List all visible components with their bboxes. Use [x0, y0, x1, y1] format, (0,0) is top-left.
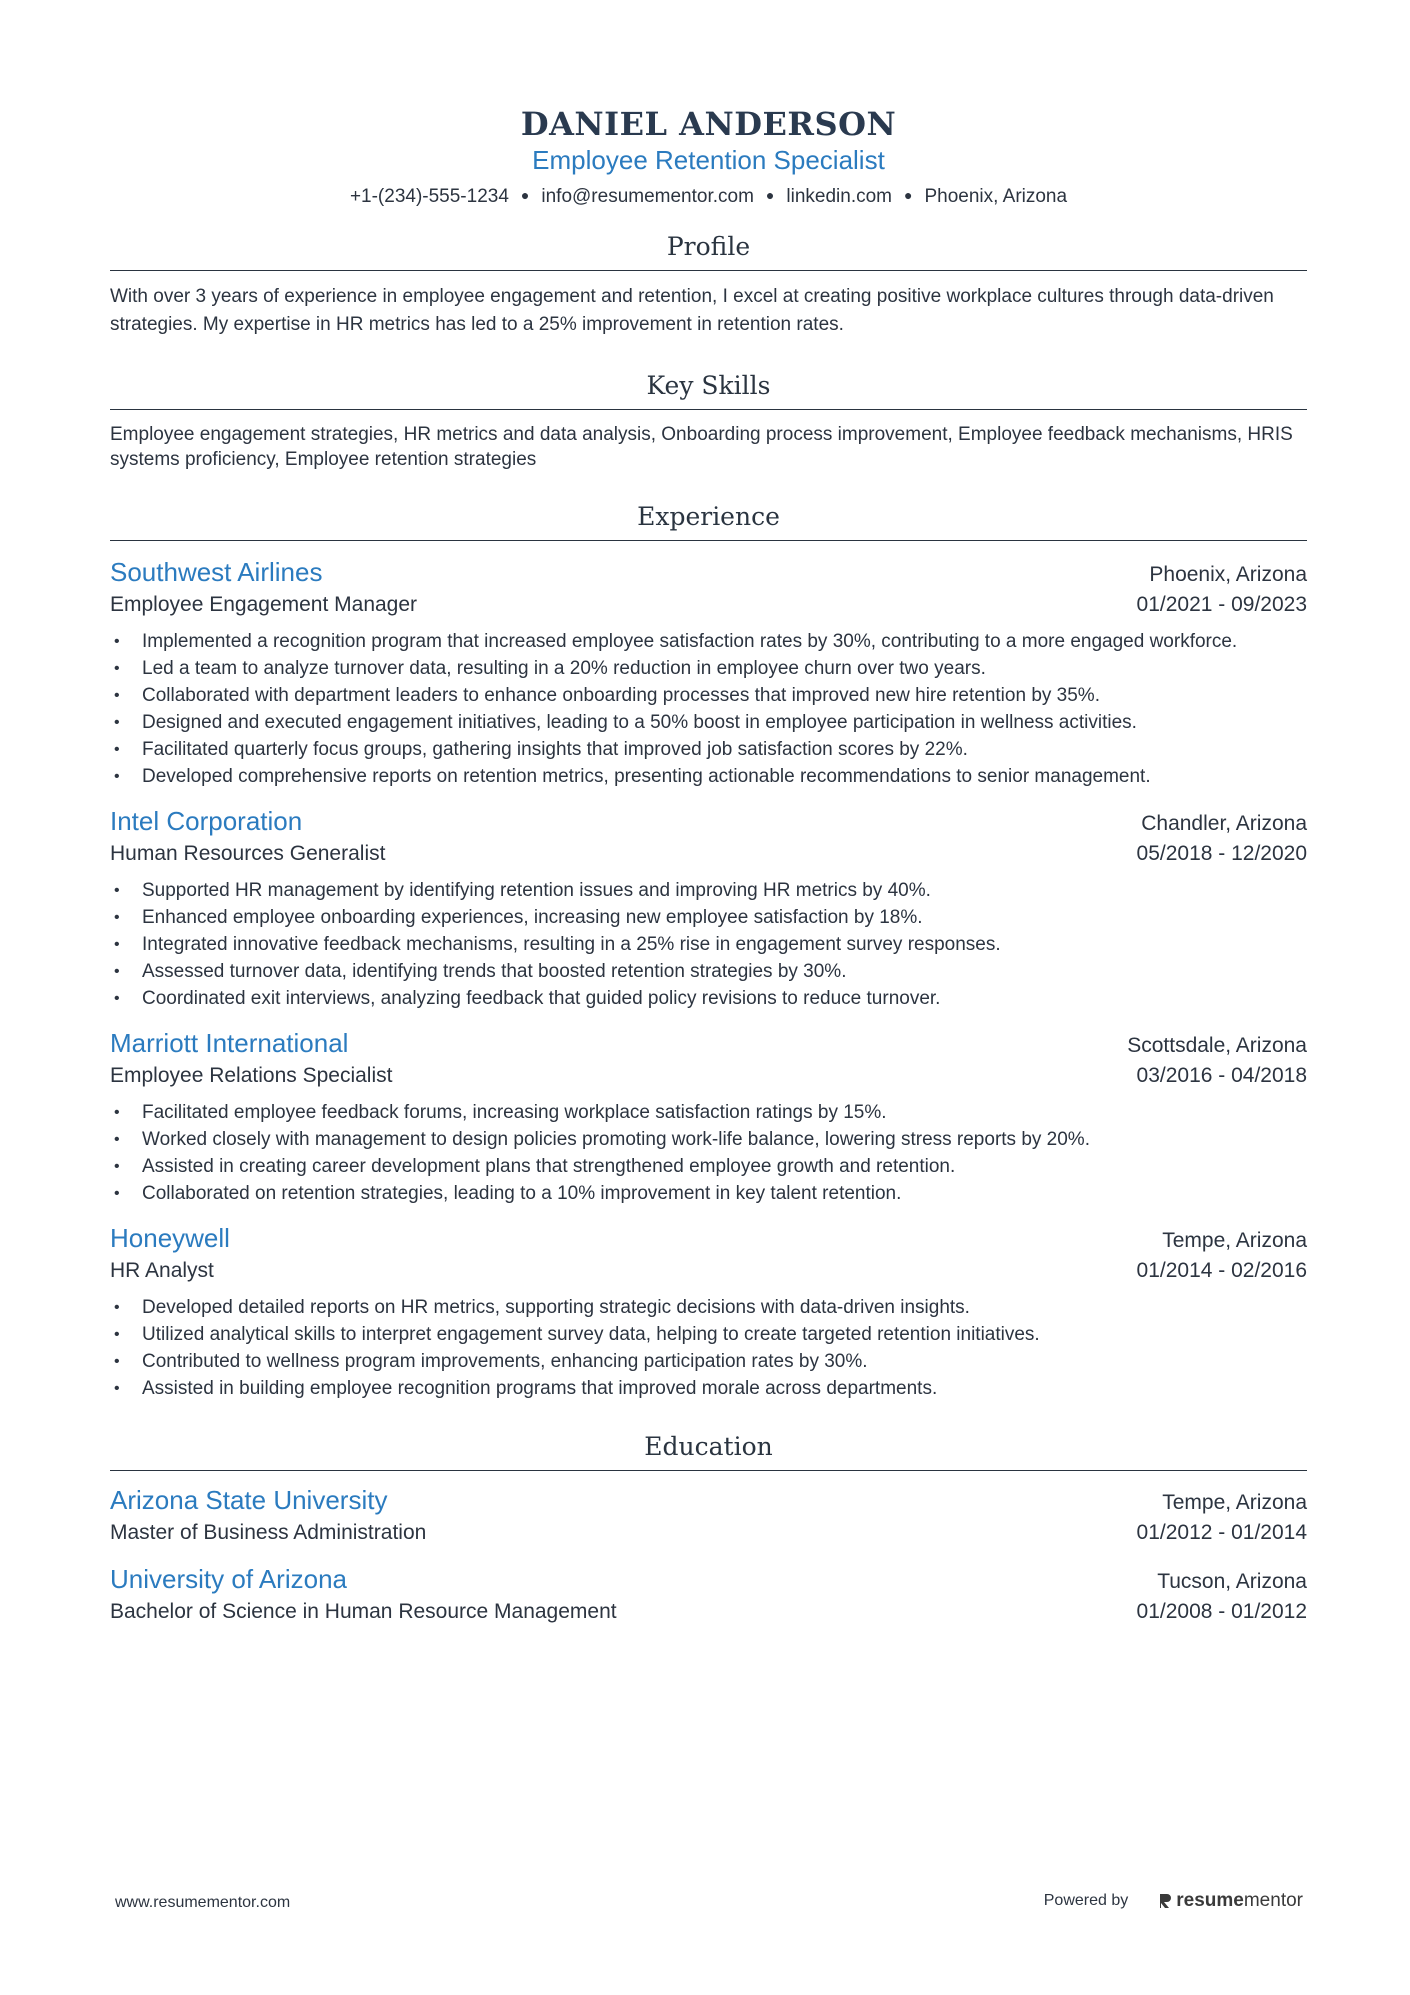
degree: Master of Business Administration — [110, 1521, 427, 1544]
contact-location: Phoenix, Arizona — [924, 186, 1068, 207]
job-bullet: • Developed comprehensive reports on retention metrics, presenting actionable recommendations to senior management. — [110, 763, 1307, 790]
job-bullet: • Developed detailed reports on HR metrics, supporting strategic decisions with data-driven insights. — [110, 1294, 1307, 1321]
footer-powered-by — [1044, 1890, 1303, 1912]
job-bullet: • Facilitated employee feedback forums, increasing workplace satisfaction ratings by 15%. — [110, 1099, 1307, 1126]
job-bullet: • Led a team to analyze turnover data, resulting in a 20% reduction in employee churn over two years. — [110, 655, 1307, 682]
job-bullets — [110, 1294, 1307, 1402]
school-name: University of Arizona — [110, 1564, 347, 1594]
education-entry — [110, 1562, 1307, 1627]
contact-separator: ● — [765, 187, 775, 203]
experience-entry — [110, 555, 1307, 790]
experience-entry — [110, 1221, 1307, 1402]
job-location: Scottsdale, Arizona — [1127, 1034, 1307, 1057]
education-list — [110, 1483, 1307, 1627]
resume-page — [110, 0, 1307, 1627]
experience-list — [110, 555, 1307, 1402]
section-heading-skills: Key Skills — [110, 369, 1307, 410]
education-subheader — [110, 1518, 1307, 1548]
profile-section — [110, 230, 1307, 339]
job-bullet: • Designed and executed engagement initiatives, leading to a 50% boost in employee participation in wellness activities. — [110, 709, 1307, 736]
job-role: Employee Engagement Manager — [110, 593, 418, 616]
candidate-title: Employee Retention Specialist — [532, 145, 885, 175]
profile-text: With over 3 years of experience in employee engagement and retention, I excel at creating positive workplace cultures through data-driven strategies. My expertise in HR metrics has led to a 25% improvement in retention rates. — [110, 286, 1274, 335]
skills-text: Employee engagement strategies, HR metrics and data analysis, Onboarding process improvement, Employee feedback mechanisms, HRIS systems proficiency, Employee retention strategies — [110, 424, 1293, 470]
job-bullet: • Facilitated quarterly focus groups, gathering insights that improved job satisfaction scores by 22%. — [110, 736, 1307, 763]
section-heading-education: Education — [110, 1430, 1307, 1471]
company-name: Southwest Airlines — [110, 557, 323, 587]
job-dates: 01/2021 - 09/2023 — [1136, 593, 1307, 616]
experience-section — [110, 500, 1307, 1402]
job-location: Phoenix, Arizona — [1149, 563, 1307, 586]
experience-entry — [110, 1026, 1307, 1207]
job-bullet: • Collaborated with department leaders to enhance onboarding processes that improved new hire retention by 35%. — [110, 682, 1307, 709]
job-bullet: • Coordinated exit interviews, analyzing feedback that guided policy revisions to reduce turnover. — [110, 985, 1307, 1012]
job-bullet: • Utilized analytical skills to interpret engagement survey data, helping to create targeted retention initiatives. — [110, 1321, 1307, 1348]
contact-separator: ● — [520, 187, 530, 203]
contact-separator: ● — [904, 187, 913, 203]
job-bullet: • Implemented a recognition program that increased employee satisfaction rates by 30%, contributing to a more engaged workforce. — [110, 628, 1307, 655]
degree: Bachelor of Science in Human Resource Management — [110, 1600, 617, 1623]
experience-entry — [110, 804, 1307, 1012]
experience-header — [110, 804, 1307, 839]
company-name: Intel Corporation — [110, 806, 303, 836]
brand-logo[interactable] — [1158, 1890, 1303, 1912]
job-role: Human Resources Generalist — [110, 842, 386, 865]
education-dates: 01/2008 - 01/2012 — [1136, 1600, 1307, 1623]
job-dates: 03/2016 - 04/2018 — [1136, 1064, 1307, 1087]
experience-header — [110, 1026, 1307, 1061]
school-name: Arizona State University — [110, 1485, 388, 1515]
school-location: Tucson, Arizona — [1157, 1570, 1307, 1593]
job-bullets — [110, 877, 1307, 1012]
experience-header — [110, 555, 1307, 590]
company-name: Honeywell — [110, 1223, 230, 1253]
education-section — [110, 1430, 1307, 1627]
brand-name-bold: resume — [1176, 1890, 1244, 1911]
job-dates: 05/2018 - 12/2020 — [1136, 842, 1307, 865]
job-bullets — [110, 628, 1307, 790]
footer-website[interactable]: www.resumementor.com — [115, 1894, 291, 1911]
experience-subheader — [110, 1256, 1307, 1286]
job-bullet: • Assisted in creating career development plans that strengthened employee growth and retention. — [110, 1153, 1307, 1180]
experience-header — [110, 1221, 1307, 1256]
resumementor-logo-icon — [1158, 1892, 1172, 1910]
brand-name-regular: mentor — [1243, 1890, 1303, 1911]
job-bullets — [110, 1099, 1307, 1207]
job-bullet: • Integrated innovative feedback mechanisms, resulting in a 25% rise in engagement survey responses. — [110, 931, 1307, 958]
school-location: Tempe, Arizona — [1162, 1491, 1307, 1514]
job-dates: 01/2014 - 02/2016 — [1136, 1259, 1307, 1282]
section-heading-profile: Profile — [110, 230, 1307, 271]
experience-subheader — [110, 590, 1307, 620]
job-location: Tempe, Arizona — [1162, 1229, 1307, 1252]
experience-subheader — [110, 839, 1307, 869]
job-role: HR Analyst — [110, 1259, 214, 1282]
job-bullet: • Worked closely with management to design policies promoting work-life balance, lowering stress reports by 20%. — [110, 1126, 1307, 1153]
contact-email[interactable]: info@resumementor.com — [541, 186, 754, 207]
skills-section — [110, 369, 1307, 472]
contact-phone: +1-(234)-555-1234 — [349, 186, 509, 207]
job-bullet: • Assisted in building employee recognition programs that improved morale across departments. — [110, 1375, 1307, 1402]
education-entry — [110, 1483, 1307, 1548]
job-location: Chandler, Arizona — [1141, 812, 1307, 835]
education-header — [110, 1483, 1307, 1518]
job-bullet: • Assessed turnover data, identifying trends that boosted retention strategies by 30%. — [110, 958, 1307, 985]
education-header — [110, 1562, 1307, 1597]
job-bullet: • Enhanced employee onboarding experiences, increasing new employee satisfaction by 18%. — [110, 904, 1307, 931]
candidate-name: DANIEL ANDERSON — [520, 105, 897, 143]
job-bullet: • Collaborated on retention strategies, leading to a 10% improvement in key talent retention. — [110, 1180, 1307, 1207]
education-dates: 01/2012 - 01/2014 — [1136, 1521, 1307, 1544]
contact-line — [110, 182, 1307, 210]
education-subheader — [110, 1597, 1307, 1627]
job-bullet: • Contributed to wellness program improvements, enhancing participation rates by 30%. — [110, 1348, 1307, 1375]
company-name: Marriott International — [110, 1028, 349, 1058]
section-heading-experience: Experience — [110, 500, 1307, 541]
experience-subheader — [110, 1061, 1307, 1091]
contact-linkedin[interactable]: linkedin.com — [786, 186, 892, 207]
job-bullet: • Supported HR management by identifying retention issues and improving HR metrics by 40%. — [110, 877, 1307, 904]
powered-by-label: Powered by — [1043, 1892, 1129, 1909]
job-role: Employee Relations Specialist — [110, 1064, 393, 1087]
